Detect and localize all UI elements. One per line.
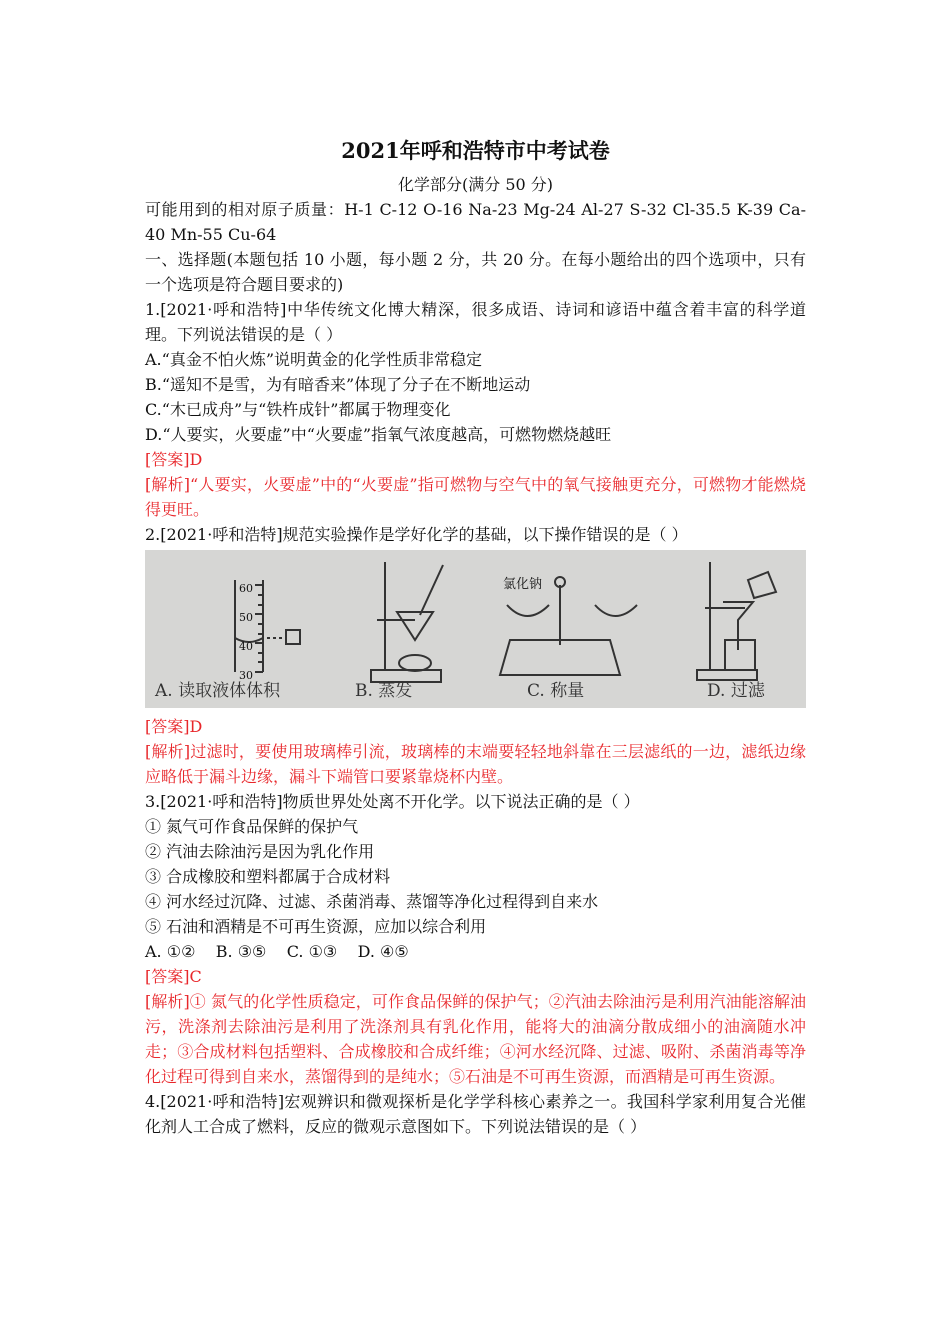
q3-item-1: ① 氮气可作食品保鲜的保护气: [145, 817, 359, 836]
page-title: 2021年呼和浩特市中考试卷: [341, 138, 610, 163]
section-heading: 一、选择题(本题包括 10 小题，每小题 2 分，共 20 分。在每小题给出的四个选项中，只有一个选项是符合题目要求的): [145, 250, 806, 294]
scale-50: 50: [239, 611, 253, 624]
q1-option-d: D.“人要实，火要虚”中“火要虚”指氧气浓度越高，可燃物燃烧越旺: [145, 425, 612, 444]
q3-item-3: ③ 合成橡胶和塑料都属于合成材料: [145, 867, 391, 886]
scale-60: 60: [239, 582, 253, 595]
q1-stem: 1.[2021·呼和浩特]中华传统文化博大精深，很多成语、诗词和谚语中蕴含着丰富的科学道理。下列说法错误的是（ ）: [145, 300, 806, 344]
atomic-masses: 可能用到的相对原子质量：H-1 C-12 O-16 Na-23 Mg-24 Al-27 S-32 Cl-35.5 K-39 Ca-40 Mn-55 Cu-64: [145, 200, 806, 244]
q1-analysis: [解析]“人要实，火要虚”中的“火要虚”指可燃物与空气中的氧气接触更充分，可燃物才能燃烧得更旺。: [145, 475, 806, 519]
q1-answer: [答案]D: [145, 450, 203, 469]
subtitle: 化学部分(满分 50 分): [397, 175, 554, 194]
q1-option-b: B.“遥知不是雪，为有暗香来”体现了分子在不断地运动: [145, 375, 531, 394]
q3-stem: 3.[2021·呼和浩特]物质世界处处离不开化学。以下说法正确的是（ ）: [145, 792, 640, 811]
q3-item-4: ④ 河水经过沉降、过滤、杀菌消毒、蒸馏等净化过程得到自来水: [145, 892, 599, 911]
q3-choices: A. ①② B. ③⑤ C. ①③ D. ④⑤: [145, 942, 409, 961]
q2-analysis: [解析]过滤时，要使用玻璃棒引流，玻璃棒的末端要轻轻地斜靠在三层滤纸的一边，滤纸边缘应略低于漏斗边缘，漏斗下端管口要紧靠烧杯内壁。: [145, 742, 806, 786]
document-page: [145, 136, 806, 1139]
caption-d: D. 过滤: [707, 681, 765, 701]
scale-30: 30: [239, 669, 253, 682]
q1-option-a: A.“真金不怕火炼”说明黄金的化学性质非常稳定: [145, 350, 483, 369]
q3-item-5: ⑤ 石油和酒精是不可再生资源，应加以综合利用: [145, 917, 487, 936]
q2-stem: 2.[2021·呼和浩特]规范实验操作是学好化学的基础，以下操作错误的是（ ）: [145, 525, 688, 544]
scale-40: 40: [239, 640, 253, 653]
caption-a: A. 读取液体体积: [155, 681, 281, 701]
q2-figure: [145, 550, 806, 708]
q3-item-2: ② 汽油去除油污是因为乳化作用: [145, 842, 375, 861]
q3-analysis: [解析]① 氮气的化学性质稳定，可作食品保鲜的保护气；②汽油去除油污是利用汽油能溶解油污，洗涤剂去除油污是利用了洗涤剂具有乳化作用，能将大的油滴分散成细小的油滴随水冲走；③合成材料包括塑料、合成橡胶和合成纤维；④河水经沉降、过滤、吸附、杀菌消毒等净化过程可得到自来水，蒸馏得到的是纯水；⑤石油是不可再生资源，而酒精是可再生资源。: [145, 992, 806, 1086]
q3-answer: [答案]C: [145, 967, 202, 986]
q1-option-c: C.“木已成舟”与“铁杵成针”都属于物理变化: [145, 400, 451, 419]
q4-stem: 4.[2021·呼和浩特]宏观辨识和微观探析是化学学科核心素养之一。我国科学家利用复合光催化剂人工合成了燃料，反应的微观示意图如下。下列说法错误的是（ ）: [145, 1092, 806, 1136]
caption-b: B. 蒸发: [355, 681, 413, 701]
q2-answer: [答案]D: [145, 717, 203, 736]
caption-c: C. 称量: [527, 681, 585, 701]
balance-label: 氯化钠: [503, 577, 543, 592]
